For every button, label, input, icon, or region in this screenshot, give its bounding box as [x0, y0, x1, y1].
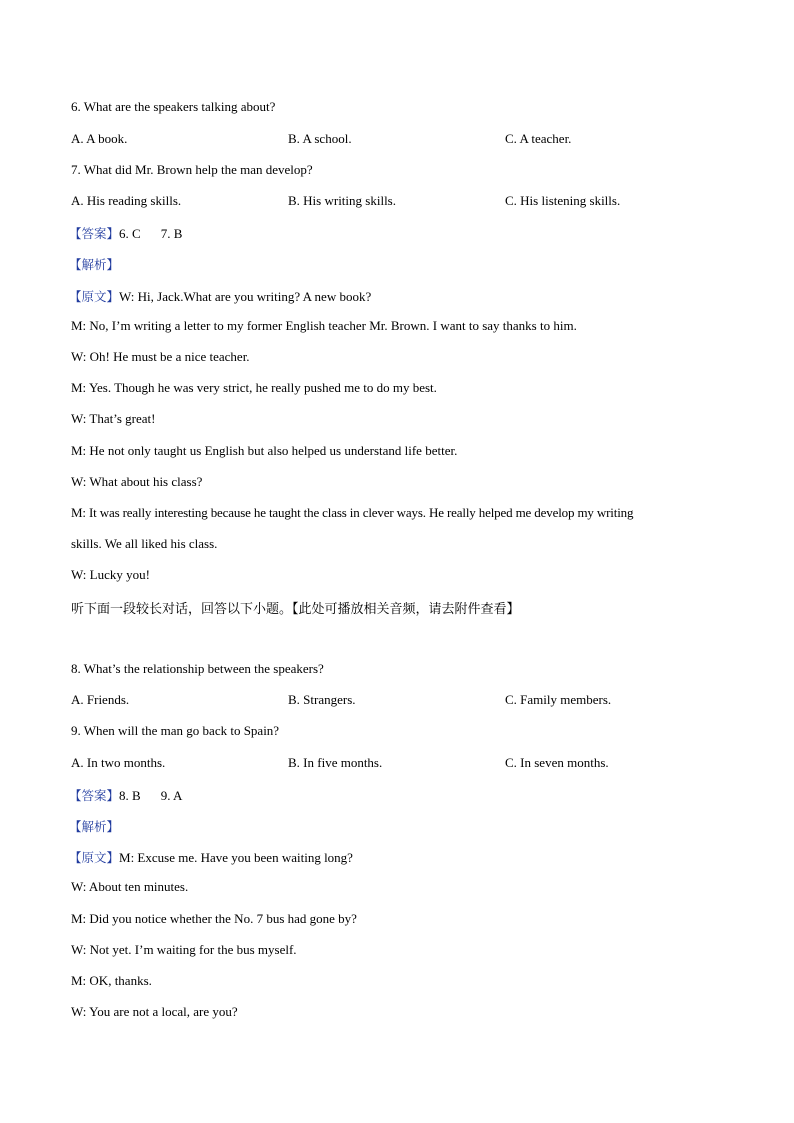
answer-9: 9. A — [160, 788, 183, 803]
analysis-tag: 【解析】 — [69, 257, 120, 272]
transcript-tag: 【原文】 — [69, 289, 120, 304]
transcript-line-1-2: W: Oh! He must be a nice teacher. — [71, 349, 250, 364]
transcript-tag: 【原文】 — [69, 850, 120, 865]
answer-tag: 【答案】 — [69, 788, 120, 803]
answer-tag: 【答案】 — [69, 226, 120, 241]
q9-option-b: B. In five months. — [288, 755, 383, 770]
transcript-line-2-0 — [69, 848, 353, 866]
q9-option-a: A. In two months. — [71, 755, 166, 770]
transcript-line-2-2: M: Did you notice whether the No. 7 bus had gone by? — [71, 911, 357, 926]
answer-8: 8. B — [119, 788, 141, 803]
answer-6: 6. C — [119, 226, 141, 241]
analysis-tag: 【解析】 — [69, 819, 120, 834]
answer-line-1 — [69, 224, 182, 242]
q7-option-a: A. His reading skills. — [71, 193, 182, 208]
transcript-text: W: Hi, Jack.What are you writing? A new book? — [119, 289, 372, 304]
question-6: 6. What are the speakers talking about? — [71, 99, 276, 114]
q8-option-c: C. Family members. — [505, 692, 612, 707]
q9-option-c: C. In seven months. — [505, 755, 609, 770]
question-7: 7. What did Mr. Brown help the man develop? — [71, 162, 313, 177]
question-9: 9. When will the man go back to Spain? — [71, 723, 280, 738]
transcript-line-2-3: W: Not yet. I’m waiting for the bus myself. — [71, 942, 297, 957]
analysis-line-2 — [69, 817, 119, 835]
transcript-line-2-1: W: About ten minutes. — [71, 879, 189, 894]
listening-instruction: 听下面一段较长对话，回答以下小题。【此处可播放相关音频，请去附件查看】 — [71, 602, 520, 617]
q7-option-b: B. His writing skills. — [288, 193, 396, 208]
transcript-text: M: Excuse me. Have you been waiting long? — [119, 850, 353, 865]
transcript-line-1-4: W: That’s great! — [71, 411, 156, 426]
q8-option-b: B. Strangers. — [288, 692, 356, 707]
q6-option-b: B. A school. — [288, 131, 352, 146]
transcript-line-1-6: W: What about his class? — [71, 474, 203, 489]
transcript-line-1-1: M: No, I’m writing a letter to my former English teacher Mr. Brown. I want to say thanks to him. — [71, 318, 577, 333]
transcript-line-1-3: M: Yes. Though he was very strict, he really pushed me to do my best. — [71, 380, 437, 395]
q6-option-c: C. A teacher. — [505, 131, 572, 146]
transcript-line-2-5: W: You are not a local, are you? — [71, 1004, 238, 1019]
transcript-line-1-5: M: He not only taught us English but also helped us understand life better. — [71, 443, 458, 458]
transcript-line-1-7: M: It was really interesting because he taught the class in clever ways. He really helped me develop my writing — [71, 505, 634, 520]
transcript-line-1-9: W: Lucky you! — [71, 567, 150, 582]
transcript-line-2-4: M: OK, thanks. — [71, 973, 152, 988]
q6-option-a: A. A book. — [71, 131, 128, 146]
q8-option-a: A. Friends. — [71, 692, 130, 707]
transcript-line-1-0 — [69, 287, 371, 305]
answer-7: 7. B — [160, 226, 183, 241]
answer-line-2 — [69, 786, 182, 804]
question-8: 8. What’s the relationship between the speakers? — [71, 661, 324, 676]
q7-option-c: C. His listening skills. — [505, 193, 621, 208]
analysis-line-1 — [69, 255, 119, 273]
transcript-line-1-8: skills. We all liked his class. — [71, 536, 218, 551]
